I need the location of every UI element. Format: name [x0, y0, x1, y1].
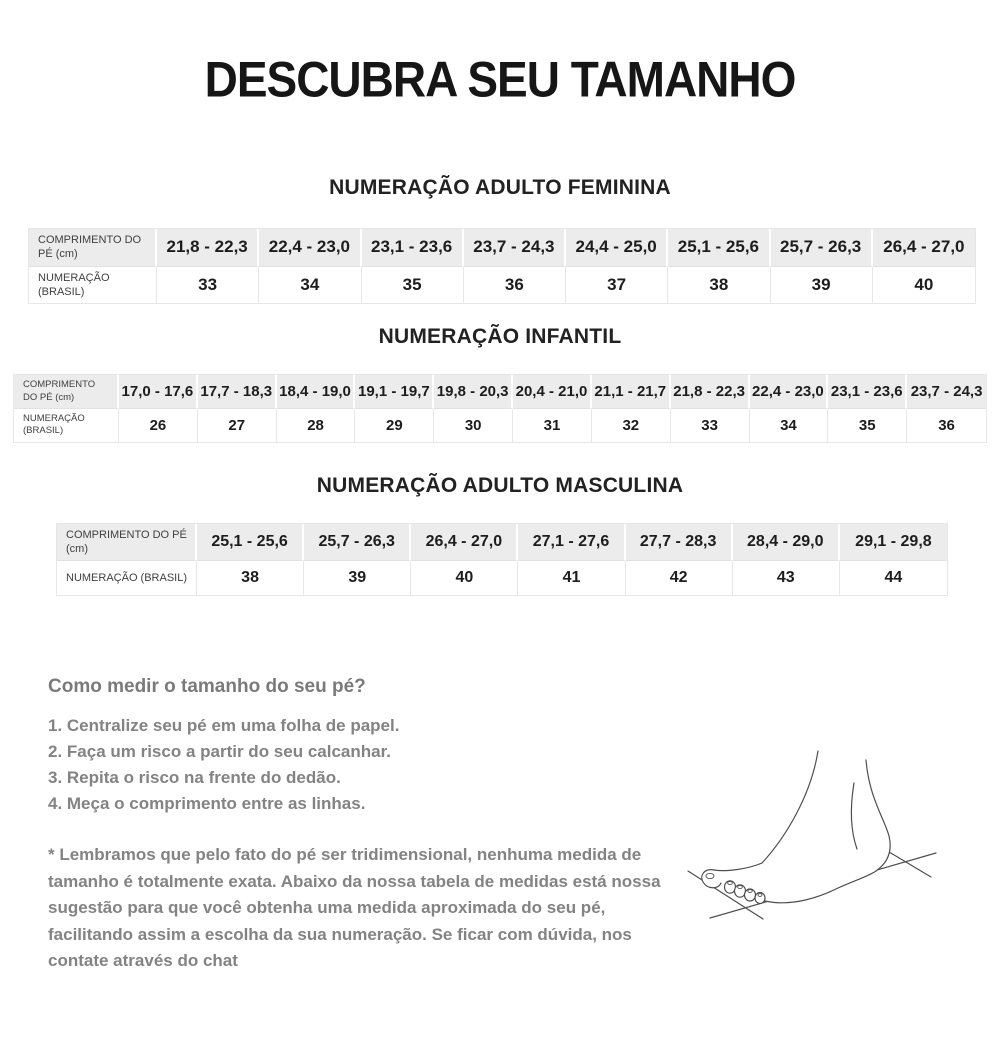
- size-table-children: [13, 374, 987, 443]
- size-number-cell: 38: [668, 267, 770, 304]
- foot-length-cell: 18,4 - 19,0: [277, 375, 356, 409]
- foot-length-cell: 25,1 - 25,6: [197, 524, 304, 562]
- foot-length-cell: 24,4 - 25,0: [566, 229, 668, 267]
- row-label-cell: COMPRIMENTO DO PÉ (cm): [57, 524, 197, 562]
- row-label-cell: COMPRIMENTO DO PÉ (cm): [14, 375, 119, 409]
- how-to-step: 2. Faça um risco a partir do seu calcanhar.: [48, 742, 391, 762]
- table-row: [14, 409, 986, 442]
- how-to-step: 3. Repita o risco na frente do dedão.: [48, 768, 341, 788]
- size-table-adult-female: [28, 228, 976, 304]
- how-to-step: 1. Centralize seu pé em uma folha de papel.: [48, 716, 400, 736]
- foot-length-cell: 21,8 - 22,3: [157, 229, 259, 267]
- size-number-cell: 28: [277, 409, 356, 442]
- section-heading-adult-male: NUMERAÇÃO ADULTO MASCULINA: [316, 473, 684, 497]
- foot-length-cell: 23,7 - 24,3: [464, 229, 566, 267]
- size-number-cell: 30: [434, 409, 513, 442]
- heel-measurement-line: [884, 849, 931, 877]
- size-number-cell: 26: [119, 409, 198, 442]
- foot-length-cell: 25,1 - 25,6: [668, 229, 770, 267]
- table-row: [14, 375, 986, 409]
- size-number-cell: 33: [157, 267, 259, 304]
- foot-length-cell: 27,7 - 28,3: [626, 524, 733, 562]
- toe-3: [735, 885, 746, 897]
- size-number-cell: 31: [513, 409, 592, 442]
- row-label-cell: NUMERAÇÃO (BRASIL): [57, 561, 197, 595]
- foot-length-cell: 22,4 - 23,0: [750, 375, 829, 409]
- foot-length-cell: 26,4 - 27,0: [873, 229, 975, 267]
- size-number-cell: 43: [733, 561, 840, 595]
- table-row: [57, 561, 947, 595]
- size-number-cell: 27: [198, 409, 277, 442]
- size-table-adult-male: [56, 523, 948, 597]
- size-number-cell: 42: [626, 561, 733, 595]
- foot-length-cell: 17,7 - 18,3: [198, 375, 277, 409]
- size-number-cell: 44: [840, 561, 947, 595]
- size-number-cell: 34: [259, 267, 361, 304]
- size-guide-page: [0, 50, 1000, 1050]
- size-number-cell: 35: [828, 409, 907, 442]
- foot-length-cell: 25,7 - 26,3: [304, 524, 411, 562]
- row-label-cell: COMPRIMENTO DO PÉ (cm): [29, 229, 157, 267]
- table-row: [29, 267, 975, 304]
- toe-4: [745, 889, 756, 901]
- foot-length-cell: 28,4 - 29,0: [733, 524, 840, 562]
- row-label-cell: NUMERAÇÃO (BRASIL): [14, 409, 119, 442]
- foot-length-cell: 23,1 - 23,6: [828, 375, 907, 409]
- row-label-cell: NUMERAÇÃO (BRASIL): [29, 267, 157, 304]
- foot-length-cell: 23,7 - 24,3: [907, 375, 986, 409]
- measurement-disclaimer-note: * Lembramos que pelo fato do pé ser tridimensional, nenhuma medida de tamanho é totalmente exata. Abaixo da nossa tabela de medidas está nossa sugestão para que você obtenha uma medida aproximada do seu pé, facilitando assim a escolha da sua numeração. Se ficar com dúvida, nos contate através do chat: [48, 845, 661, 970]
- toe-2: [725, 881, 736, 893]
- size-number-cell: 36: [907, 409, 986, 442]
- foot-length-cell: 21,1 - 21,7: [592, 375, 671, 409]
- foot-length-cell: 21,8 - 22,3: [671, 375, 750, 409]
- section-heading-children: NUMERAÇÃO INFANTIL: [378, 325, 622, 349]
- size-number-cell: 37: [566, 267, 668, 304]
- size-number-cell: 40: [873, 267, 975, 304]
- foot-length-cell: 22,4 - 23,0: [259, 229, 361, 267]
- foot-length-cell: 17,0 - 17,6: [119, 375, 198, 409]
- size-number-cell: 41: [518, 561, 625, 595]
- foot-measurement-illustration: [670, 705, 994, 967]
- size-number-cell: 36: [464, 267, 566, 304]
- foot-length-cell: 25,7 - 26,3: [771, 229, 873, 267]
- foot-length-cell: 27,1 - 27,6: [518, 524, 625, 562]
- size-number-cell: 35: [362, 267, 464, 304]
- size-number-cell: 38: [197, 561, 304, 595]
- section-heading-adult-female: NUMERAÇÃO ADULTO FEMININA: [329, 176, 671, 199]
- size-number-cell: 34: [750, 409, 829, 442]
- how-to-heading: Como medir o tamanho do seu pé?: [48, 676, 366, 698]
- size-number-cell: 33: [671, 409, 750, 442]
- size-number-cell: 39: [771, 267, 873, 304]
- table-row: [57, 524, 947, 562]
- page-title: DESCUBRA SEU TAMANHO: [204, 51, 796, 108]
- table-row: [29, 229, 975, 267]
- foot-length-cell: 20,4 - 21,0: [513, 375, 592, 409]
- size-number-cell: 32: [592, 409, 671, 442]
- foot-length-cell: 23,1 - 23,6: [362, 229, 464, 267]
- foot-length-cell: 19,8 - 20,3: [434, 375, 513, 409]
- foot-length-cell: 29,1 - 29,8: [840, 524, 947, 562]
- how-to-step: 4. Meça o comprimento entre as linhas.: [48, 794, 366, 814]
- toe-5: [755, 893, 765, 904]
- foot-length-cell: 26,4 - 27,0: [411, 524, 518, 562]
- size-number-cell: 29: [355, 409, 434, 442]
- foot-length-cell: 19,1 - 19,7: [355, 375, 434, 409]
- size-number-cell: 40: [411, 561, 518, 595]
- size-number-cell: 39: [304, 561, 411, 595]
